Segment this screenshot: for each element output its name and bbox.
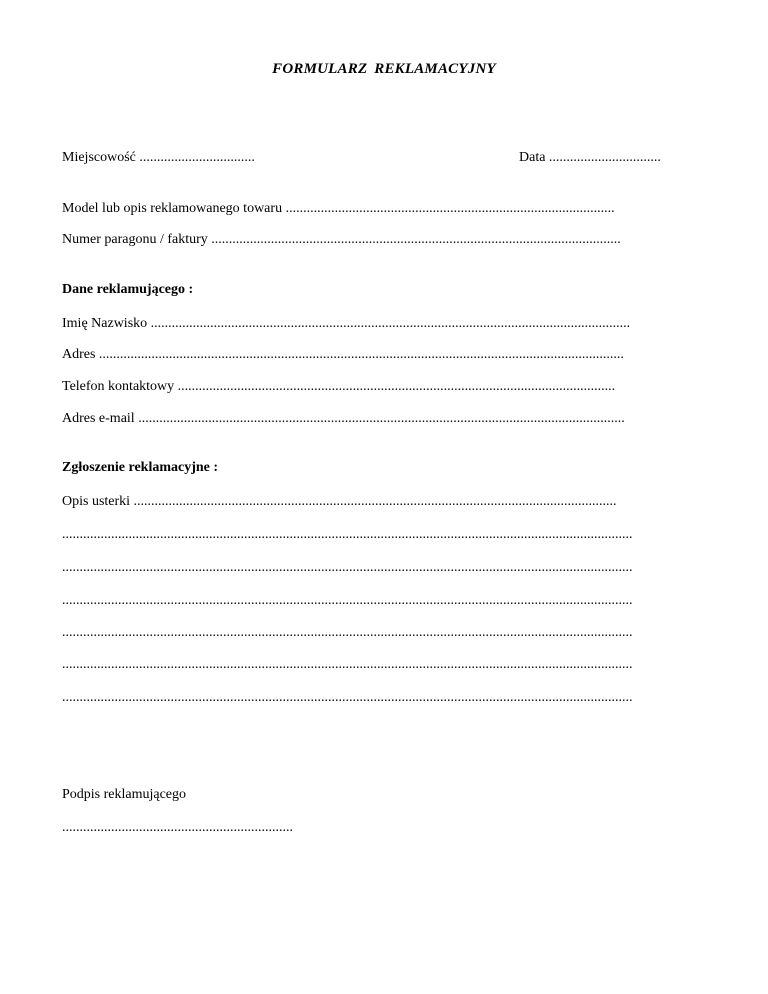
defect-description-line[interactable]: ...................................................................................................................................................................	[62, 657, 633, 672]
defect-description-line[interactable]: ...................................................................................................................................................................	[62, 527, 633, 542]
defect-description-line[interactable]: ...................................................................................................................................................................	[62, 690, 633, 705]
receipt-number-field[interactable]: Numer paragonu / faktury .....................................................................................................................	[62, 232, 621, 247]
defect-description-field[interactable]: Opis usterki ..........................................................................................................................................	[62, 494, 617, 509]
name-field[interactable]: Imię Nazwisko .........................................................................................................................................	[62, 316, 631, 331]
signature-label: Podpis reklamującego	[62, 787, 187, 802]
defect-description-line[interactable]: ...................................................................................................................................................................	[62, 560, 633, 575]
defect-description-line[interactable]: ...................................................................................................................................................................	[62, 593, 633, 608]
form-title: FORMULARZ REKLAMACYJNY	[272, 61, 496, 77]
email-field[interactable]: Adres e-mail ...........................................................................................................................................	[62, 411, 625, 426]
address-field[interactable]: Adres ......................................................................................................................................................	[62, 347, 624, 362]
place-field[interactable]: Miejscowość .................................	[62, 150, 255, 165]
phone-field[interactable]: Telefon kontaktowy .............................................................................................................................	[62, 379, 616, 394]
claimant-section-heading: Dane reklamującego :	[62, 282, 194, 297]
date-field[interactable]: Data ................................	[519, 150, 661, 165]
product-model-field[interactable]: Model lub opis reklamowanego towaru ..............................................................................................	[62, 201, 615, 216]
complaint-section-heading: Zgłoszenie reklamacyjne :	[62, 460, 219, 475]
signature-line[interactable]: ..................................................................	[62, 820, 293, 835]
defect-description-line[interactable]: ...................................................................................................................................................................	[62, 625, 633, 640]
